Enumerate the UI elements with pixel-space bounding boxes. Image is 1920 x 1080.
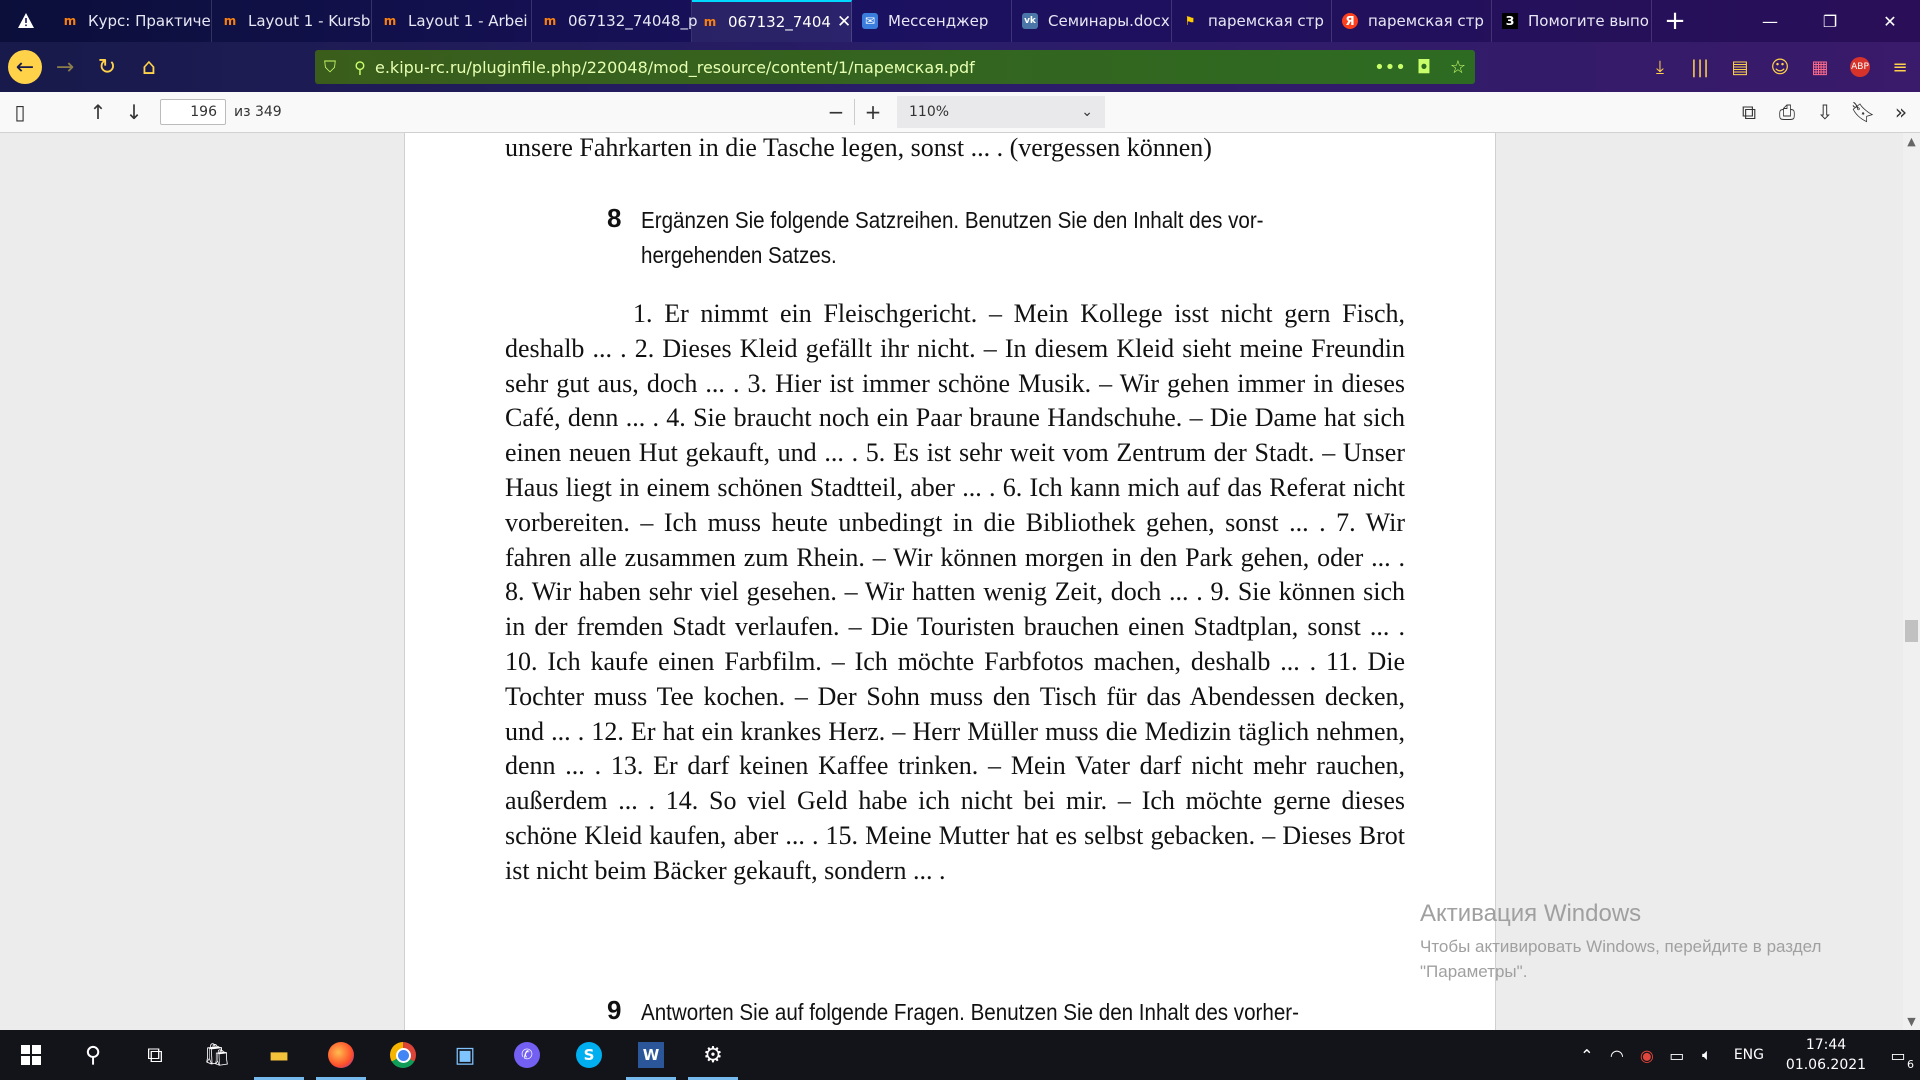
moodle-icon: m	[223, 14, 237, 28]
exercise-heading-line: hergehenden Satzes.	[641, 242, 837, 268]
windows-start-icon[interactable]	[0, 1030, 62, 1080]
bookmark-star-icon[interactable]: ☆	[1449, 56, 1467, 78]
moodle-icon: m	[703, 15, 717, 29]
volume-icon[interactable]: 🔈︎	[1702, 1045, 1712, 1064]
back-icon[interactable]: ←	[8, 50, 42, 84]
watermark-title: Активация Windows	[1420, 900, 1642, 927]
exercise-heading: Antworten Sie auf folgende Fragen. Benutzen Sie den Inhalt des vorher-	[641, 999, 1300, 1025]
moodle-icon: m	[383, 14, 397, 28]
reload-icon[interactable]: ↻	[97, 54, 117, 80]
search-icon[interactable]: ⚲	[84, 1042, 102, 1068]
paragraph-text: unsere Fahrkarten in die Tasche legen, sonst ... . (vergessen können)	[505, 133, 1212, 162]
zoom-out-icon[interactable]: −	[827, 100, 845, 124]
security-icon[interactable]: ◉	[1639, 1045, 1654, 1065]
file-explorer-icon[interactable]: ▬	[248, 1030, 310, 1080]
save-icon[interactable]: ⇩	[1816, 100, 1834, 124]
clock[interactable]	[1782, 1035, 1870, 1075]
next-page-icon[interactable]: ↓	[125, 100, 143, 124]
sidebar-icon[interactable]: ▤	[1731, 56, 1749, 78]
vk-icon: vk	[1022, 13, 1038, 29]
tab-strip	[0, 0, 1920, 42]
warning-icon[interactable]	[0, 0, 52, 42]
site-info-icon[interactable]: ⚲	[354, 57, 366, 77]
tab[interactable]	[1172, 0, 1332, 42]
exercise-number: 9	[607, 995, 622, 1025]
tab[interactable]	[1492, 0, 1652, 42]
menu-icon[interactable]: ≡	[1892, 56, 1908, 78]
word-icon[interactable]: W	[620, 1030, 682, 1080]
page-number-input[interactable]: 196	[160, 99, 226, 125]
chrome-icon[interactable]	[372, 1030, 434, 1080]
tab-title: Курс: Практиче	[88, 12, 211, 30]
new-tab-button[interactable]: +	[1664, 6, 1686, 36]
znanija-icon: З	[1502, 13, 1518, 29]
chevron-down-icon: ⌄	[1081, 104, 1093, 120]
tab[interactable]	[852, 0, 1012, 42]
adblock-icon[interactable]: ABP	[1840, 57, 1880, 77]
scrollbar-thumb[interactable]	[1905, 620, 1918, 642]
scroll-down-icon[interactable]: ▼	[1907, 1015, 1916, 1028]
bookmark-icon[interactable]: 🔖︎	[1850, 100, 1876, 124]
download-icon[interactable]: ⤓	[1656, 56, 1664, 78]
zoom-select[interactable]	[897, 96, 1105, 128]
close-tab-icon[interactable]: ✕	[836, 12, 852, 32]
toggle-sidebar-icon[interactable]: ▯	[14, 100, 26, 124]
firefox-icon[interactable]	[310, 1030, 372, 1080]
task-view-icon[interactable]: ⧉	[147, 1042, 163, 1068]
tab-title: Помогите выпо	[1528, 12, 1649, 30]
battery-icon[interactable]: ▭	[1669, 1045, 1685, 1065]
clock-date: 01.06.2021	[1785, 1057, 1867, 1073]
pdf-toolbar-right	[1730, 96, 1920, 128]
tab-title: Layout 1 - Arbei	[408, 12, 528, 30]
forward-icon[interactable]: →	[55, 54, 75, 80]
exercise-number: 8	[607, 203, 622, 233]
tab-title: 067132_7404	[728, 13, 831, 31]
control-panel-icon[interactable]: ▣	[454, 1042, 476, 1068]
viber-icon[interactable]: ✆	[496, 1030, 558, 1080]
settings-gear-icon[interactable]: ⚙	[682, 1030, 744, 1080]
restore-icon[interactable]: ❐	[1822, 11, 1838, 31]
tab-title: Семинары.docx	[1048, 12, 1170, 30]
exercise-heading	[641, 203, 1264, 273]
extension-icon[interactable]: ▦	[1811, 56, 1829, 78]
zoom-in-icon[interactable]: +	[864, 100, 882, 124]
library-icon[interactable]: |||	[1690, 56, 1710, 78]
notification-badge: 6	[1907, 1057, 1914, 1071]
language-indicator[interactable]: ENG	[1733, 1047, 1764, 1063]
chevron-up-icon[interactable]: ⌃	[1580, 1045, 1594, 1065]
moodle-icon: m	[543, 14, 557, 28]
zoom-group	[818, 96, 1105, 128]
home-icon[interactable]: ⌂	[142, 54, 156, 80]
minimize-icon[interactable]: —	[1762, 11, 1778, 31]
tab-title: Мессенджер	[888, 12, 989, 30]
clock-time: 17:44	[1805, 1037, 1847, 1053]
page-count: из 349	[234, 104, 282, 120]
pdf-page	[405, 133, 1495, 1030]
scroll-up-icon[interactable]: ▲	[1907, 135, 1916, 148]
watermark-line: Чтобы активировать Windows, перейдите в раздел	[1420, 937, 1822, 956]
window-controls	[1740, 0, 1920, 42]
tools-icon[interactable]: »	[1894, 100, 1908, 124]
tab[interactable]	[212, 0, 372, 42]
account-icon[interactable]: ☺	[1770, 56, 1790, 78]
tab[interactable]	[532, 0, 698, 42]
close-window-icon[interactable]: ✕	[1883, 11, 1897, 31]
store-icon[interactable]: 🛍︎	[203, 1042, 231, 1068]
previous-page-icon[interactable]: ↑	[89, 100, 107, 124]
tab-title: паремская стр	[1368, 12, 1484, 30]
watermark-line: "Параметры".	[1420, 962, 1528, 981]
notifications-icon[interactable]: ▭ 6	[1890, 1045, 1914, 1071]
system-tray	[1572, 1030, 1920, 1080]
flag-icon: ⚑	[1184, 14, 1196, 28]
taskbar	[0, 1030, 1920, 1080]
exercise-heading-line: Ergänzen Sie folgende Satzreihen. Benutzen Sie den Inhalt des vor-	[641, 207, 1264, 233]
address-bar[interactable]	[315, 50, 1475, 84]
windows-activation-watermark	[1420, 900, 1821, 984]
tab-title: 067132_74048_p	[568, 12, 698, 30]
moodle-icon: m	[63, 14, 77, 28]
tab[interactable]	[372, 0, 532, 42]
skype-icon[interactable]: S	[558, 1030, 620, 1080]
zoom-value: 110%	[909, 104, 950, 120]
network-icon[interactable]: ◠	[1609, 1045, 1624, 1065]
navigation-bar	[0, 42, 1920, 92]
scrollbar[interactable]	[1903, 133, 1920, 1030]
pdf-viewer[interactable]	[0, 133, 1920, 1030]
shield-icon[interactable]: ⛉	[323, 57, 336, 76]
pdf-toolbar	[0, 92, 1920, 133]
tab[interactable]	[52, 0, 212, 42]
messenger-icon: ✉	[862, 13, 878, 29]
url-text[interactable]: e.kipu-rc.ru/pluginfile.php/220048/mod_resource/content/1/паремская.pdf	[375, 57, 975, 77]
print-icon[interactable]: ⎙	[1779, 100, 1795, 124]
exercise-body: 1. Er nimmt ein Fleischgericht. – Mein Kollege isst nicht gern Fisch, deshalb ... . 2. Dieses Kleid gefällt ihr nicht. – In diesem Kleid sieht meine Freundin sehr gut aus, doch ... . 3. Hier ist immer schöne Musik. – Wir gehen immer in dieses Café, denn ... . 4. Sie braucht noch ein Paar braune Handschuhe. – Die Dame hat sich einen neuen Hut gekauft, und ... . 5. Es ist sehr weit vom Zentrum der Stadt. – Unser Haus liegt in einem schönen Stadtteil, aber ... . 6. Ich kann mich auf das Referat nicht vorbereiten. – Ich muss heute unbedingt in die Bibliothek gehen, sonst ... . 7. Wir fahren alle zusammen zum Rhein. – Wir können morgen in den Park gehen, oder ... . 8. Wir haben sehr viel gesehen. – Wir hatten wenig Zeit, doch ... . 9. Sie können sich in der fremden Stadt verlaufen. – Die Touristen brauchen einen Stadtplan, sonst ... . 10. Ich kaufe einen Farbfilm. – Ich möchte Farbfotos machen, deshalb ... . 11. Die Tochter muss Tee kochen. – Der Sohn muss den Tisch für das Abendessen decken, und ... . 12. Er hat ein krankes Herz. – Herr Müller muss die Medizin täglich nehmen, denn ... . 13. Er darf keinen Kaffee trinken. – Mein Vater darf nicht mehr rauchen, außerdem ... . 14. So viel Geld habe ich nicht bei mir. – Ich möchte gerne dieses schöne Kleid kaufen, aber ... . 15. Meine Mutter hat es selbst gebacken. – Dieses Brot ist nicht beim Bäcker gekauft, sondern ... .	[505, 299, 1405, 885]
tab-title: паремская стр	[1208, 12, 1324, 30]
toolbar-right	[1640, 42, 1920, 92]
page-actions-icon[interactable]: •••	[1374, 56, 1406, 78]
tab-title: Layout 1 - Kursb	[248, 12, 371, 30]
pocket-icon[interactable]: ◘	[1416, 56, 1432, 78]
tab-active[interactable]	[692, 0, 852, 42]
yandex-icon: Я	[1342, 13, 1358, 29]
presentation-mode-icon[interactable]: ⧉	[1741, 100, 1757, 124]
tab[interactable]	[1012, 0, 1172, 42]
tab[interactable]	[1332, 0, 1492, 42]
